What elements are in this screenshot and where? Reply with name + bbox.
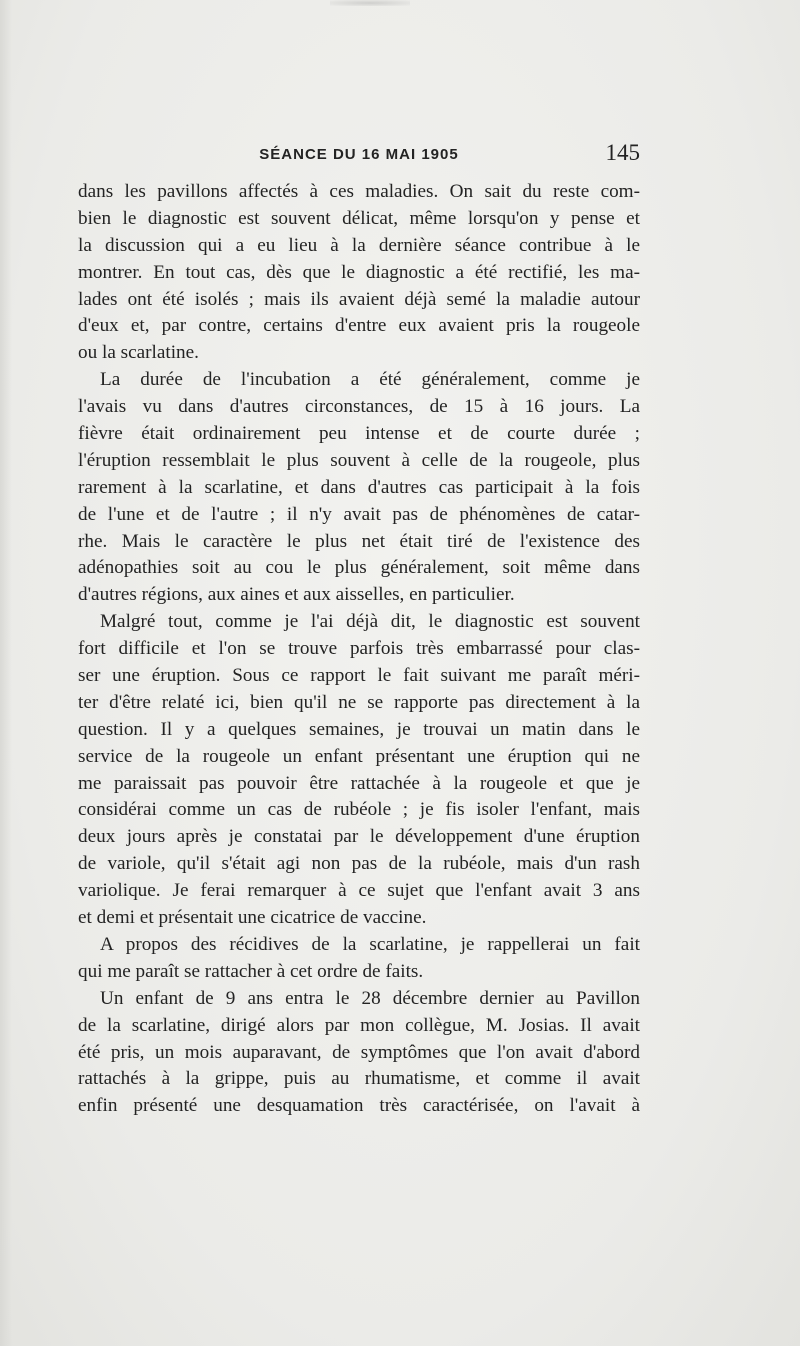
text-line: qui me paraît se rattacher à cet ordre de faits. [78,960,424,982]
text-line: variolique. Je ferai remarquer à ce sujet que l'enfant avait 3 ans [78,880,640,902]
text-line: service de la rougeole un enfant présentant une éruption qui ne [78,745,640,767]
text-line: ter d'être relaté ici, bien qu'il ne se rapporte pas directement à la [78,691,640,713]
top-edge-smudge [330,0,410,6]
text-line: bien le diagnostic est souvent délicat, même lorsqu'on y pense et [78,207,640,229]
text-line: montrer. En tout cas, dès que le diagnostic a été rectifié, les ma- [78,261,640,283]
text-line: fort difficile et l'on se trouve parfois très embarrassé pour clas- [78,638,640,660]
text-line: de l'une et de l'autre ; il n'y avait pas de phénomènes de catar- [78,503,640,525]
text-line: d'autres régions, aux aines et aux aisselles, en particulier. [78,584,515,606]
text-line: rarement à la scarlatine, et dans d'autres cas participait à la fois [78,476,640,498]
text-line: Malgré tout, comme je l'ai déjà dit, le diagnostic est souvent [100,611,640,633]
text-line: Un enfant de 9 ans entra le 28 décembre dernier au Pavillon [100,987,640,1009]
text-line: enfin présenté une desquamation très caractérisée, on l'avait à [78,1095,640,1117]
text-line: l'éruption ressemblait le plus souvent à celle de la rougeole, plus [78,449,640,471]
text-line: ou la scarlatine. [78,342,199,364]
page-header [78,140,640,174]
body-text [78,179,640,1120]
text-line: deux jours après je constatai par le développement d'une éruption [78,826,640,848]
page-number: 145 [605,140,640,165]
text-line: la discussion qui a eu lieu à la dernière séance contribue à le [78,234,640,256]
text-line: considérai comme un cas de rubéole ; je fis isoler l'enfant, mais [78,799,640,821]
text-line: et demi et présentait une cicatrice de vaccine. [78,907,427,929]
text-line: rhe. Mais le caractère le plus net était tiré de l'existence des [78,530,640,552]
text-line: de la scarlatine, dirigé alors par mon collègue, M. Josias. Il avait [78,1014,640,1036]
text-line: dans les pavillons affectés à ces maladies. On sait du reste com- [78,181,640,202]
text-line: ser une éruption. Sous ce rapport le fait suivant me paraît méri- [78,665,640,687]
running-head: SÉANCE DU 16 MAI 1905 [259,146,459,163]
text-line: rattachés à la grippe, puis au rhumatisme, et comme il avait [78,1068,640,1090]
text-line: de variole, qu'il s'était agi non pas de la rubéole, mais d'un rash [78,853,640,875]
text-line: me paraissait pas pouvoir être rattachée à la rougeole et que je [78,772,640,794]
text-line: question. Il y a quelques semaines, je trouvai un matin dans le [78,718,640,740]
text-line: A propos des récidives de la scarlatine, je rappellerai un fait [100,933,640,955]
text-line: été pris, un mois auparavant, de symptômes que l'on avait d'abord [78,1041,640,1063]
text-line: lades ont été isolés ; mais ils avaient déjà semé la maladie autour [78,288,640,310]
page-edge-shadow [0,0,12,1346]
text-line: fièvre était ordinairement peu intense et de courte durée ; [78,423,640,445]
text-line: La durée de l'incubation a été généralement, comme je [100,369,640,391]
text-line: d'eux et, par contre, certains d'entre eux avaient pris la rougeole [78,315,640,337]
text-line: l'avais vu dans d'autres circonstances, de 15 à 16 jours. La [78,396,640,418]
text-line: adénopathies soit au cou le plus généralement, soit même dans [78,557,640,579]
